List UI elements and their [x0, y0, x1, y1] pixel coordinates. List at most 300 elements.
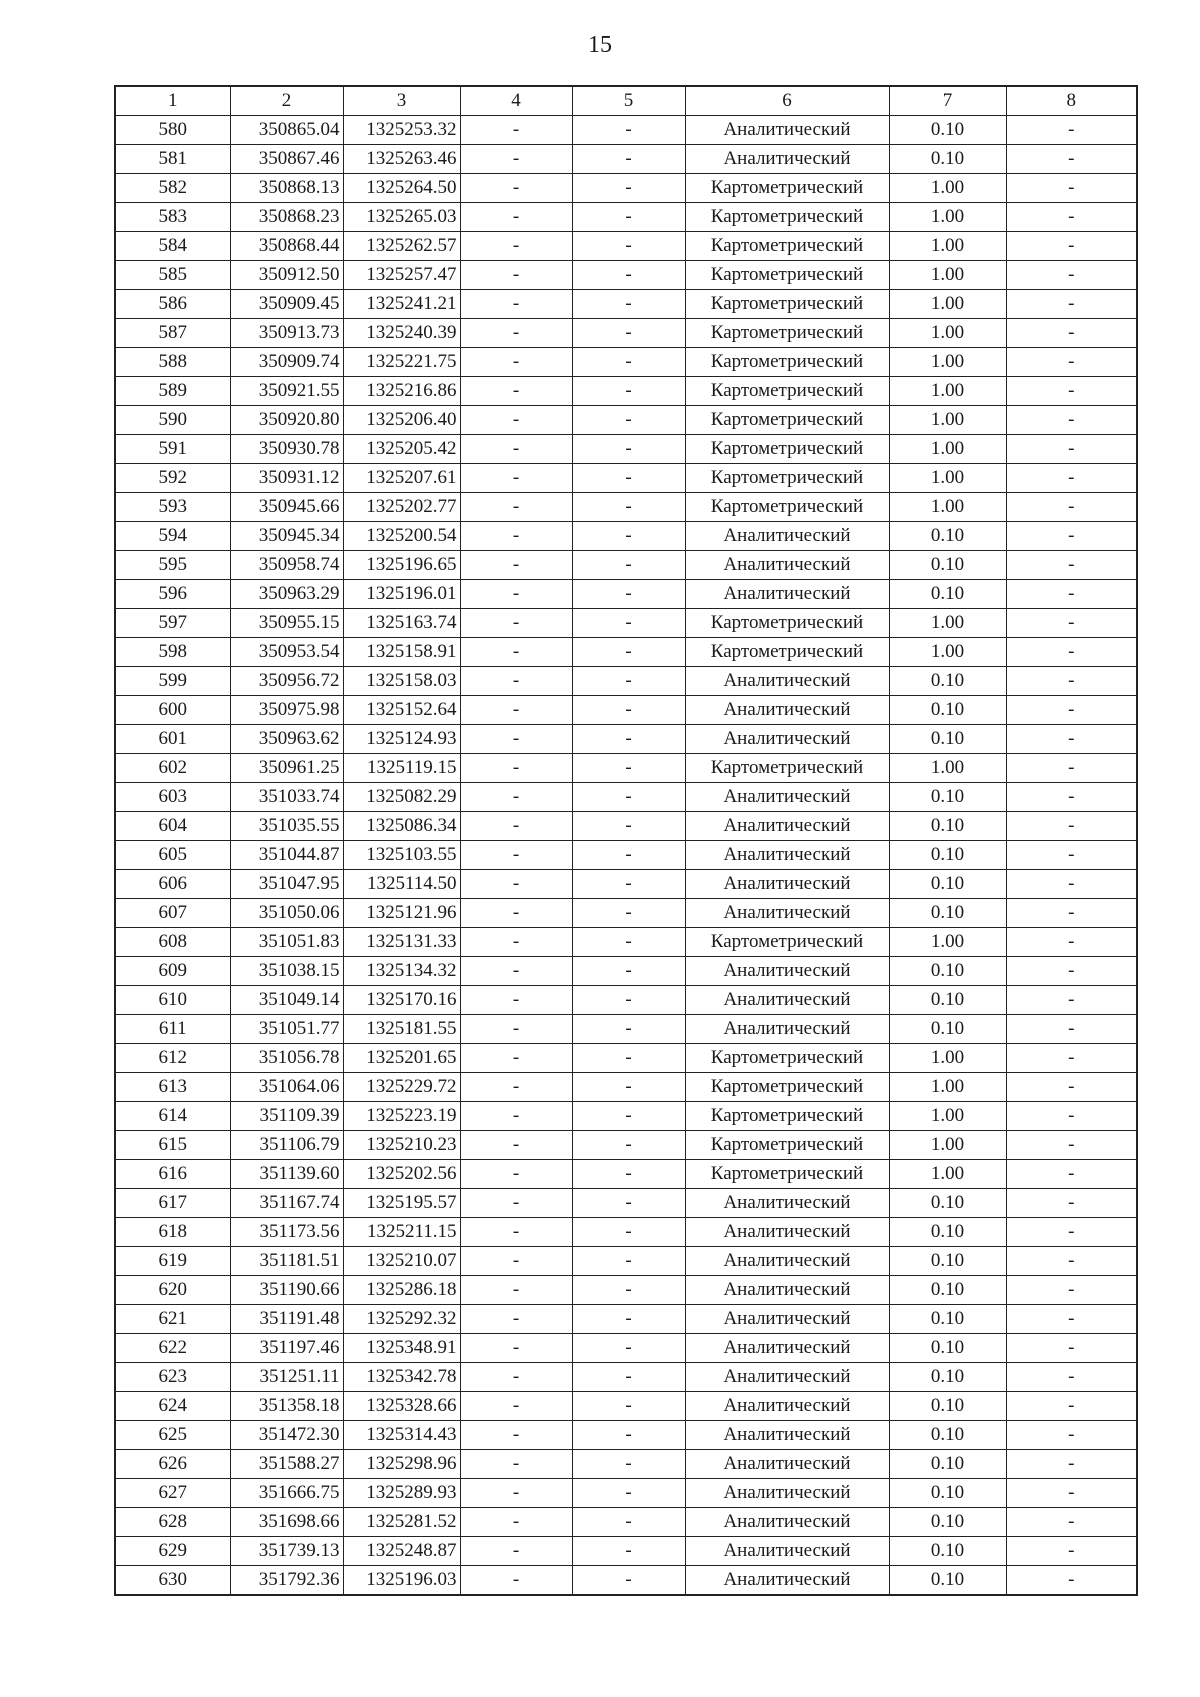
x-coordinate-cell: 351792.36	[230, 1566, 343, 1596]
table-row	[115, 1421, 1137, 1450]
method-cell: Картометрический	[685, 290, 889, 319]
method-cell: Аналитический	[685, 1392, 889, 1421]
col8-cell: -	[1006, 493, 1137, 522]
accuracy-cell: 0.10	[889, 580, 1006, 609]
method-cell: Аналитический	[685, 899, 889, 928]
point-number-cell: 628	[115, 1508, 230, 1537]
col8-cell: -	[1006, 899, 1137, 928]
point-number-cell: 615	[115, 1131, 230, 1160]
y-coordinate-cell: 1325229.72	[343, 1073, 460, 1102]
table-row	[115, 928, 1137, 957]
x-coordinate-cell: 351167.74	[230, 1189, 343, 1218]
table-row	[115, 870, 1137, 899]
y-coordinate-cell: 1325121.96	[343, 899, 460, 928]
accuracy-cell: 0.10	[889, 957, 1006, 986]
method-cell: Картометрический	[685, 493, 889, 522]
y-coordinate-cell: 1325158.03	[343, 667, 460, 696]
col8-cell: -	[1006, 1218, 1137, 1247]
header-row	[115, 86, 1137, 116]
method-cell: Аналитический	[685, 1566, 889, 1596]
y-coordinate-cell: 1325292.32	[343, 1305, 460, 1334]
method-cell: Аналитический	[685, 1479, 889, 1508]
accuracy-cell: 1.00	[889, 406, 1006, 435]
header-cell: 8	[1006, 86, 1137, 116]
col8-cell: -	[1006, 319, 1137, 348]
col4-cell: -	[460, 522, 572, 551]
point-number-cell: 602	[115, 754, 230, 783]
method-cell: Картометрический	[685, 1044, 889, 1073]
y-coordinate-cell: 1325119.15	[343, 754, 460, 783]
x-coordinate-cell: 350953.54	[230, 638, 343, 667]
table-row	[115, 725, 1137, 754]
col5-cell: -	[572, 696, 685, 725]
x-coordinate-cell: 351173.56	[230, 1218, 343, 1247]
accuracy-cell: 0.10	[889, 1189, 1006, 1218]
col5-cell: -	[572, 406, 685, 435]
method-cell: Аналитический	[685, 783, 889, 812]
col5-cell: -	[572, 1305, 685, 1334]
accuracy-cell: 0.10	[889, 1479, 1006, 1508]
table-body	[115, 116, 1137, 1596]
col4-cell: -	[460, 667, 572, 696]
col4-cell: -	[460, 609, 572, 638]
accuracy-cell: 0.10	[889, 696, 1006, 725]
col5-cell: -	[572, 1334, 685, 1363]
accuracy-cell: 1.00	[889, 1102, 1006, 1131]
y-coordinate-cell: 1325202.56	[343, 1160, 460, 1189]
col5-cell: -	[572, 812, 685, 841]
x-coordinate-cell: 351044.87	[230, 841, 343, 870]
col4-cell: -	[460, 725, 572, 754]
x-coordinate-cell: 351050.06	[230, 899, 343, 928]
point-number-cell: 627	[115, 1479, 230, 1508]
point-number-cell: 583	[115, 203, 230, 232]
x-coordinate-cell: 350956.72	[230, 667, 343, 696]
x-coordinate-cell: 351051.83	[230, 928, 343, 957]
table-row	[115, 1363, 1137, 1392]
col5-cell: -	[572, 1218, 685, 1247]
point-number-cell: 629	[115, 1537, 230, 1566]
method-cell: Аналитический	[685, 1189, 889, 1218]
col5-cell: -	[572, 754, 685, 783]
point-number-cell: 589	[115, 377, 230, 406]
col5-cell: -	[572, 870, 685, 899]
y-coordinate-cell: 1325210.23	[343, 1131, 460, 1160]
accuracy-cell: 0.10	[889, 1450, 1006, 1479]
table-row	[115, 377, 1137, 406]
y-coordinate-cell: 1325206.40	[343, 406, 460, 435]
y-coordinate-cell: 1325086.34	[343, 812, 460, 841]
x-coordinate-cell: 350868.23	[230, 203, 343, 232]
col4-cell: -	[460, 841, 572, 870]
table-row	[115, 406, 1137, 435]
point-number-cell: 586	[115, 290, 230, 319]
col5-cell: -	[572, 986, 685, 1015]
accuracy-cell: 0.10	[889, 667, 1006, 696]
x-coordinate-cell: 350868.44	[230, 232, 343, 261]
table-row	[115, 667, 1137, 696]
y-coordinate-cell: 1325170.16	[343, 986, 460, 1015]
col8-cell: -	[1006, 232, 1137, 261]
col5-cell: -	[572, 580, 685, 609]
col5-cell: -	[572, 1073, 685, 1102]
col4-cell: -	[460, 1015, 572, 1044]
col4-cell: -	[460, 928, 572, 957]
col8-cell: -	[1006, 348, 1137, 377]
method-cell: Аналитический	[685, 522, 889, 551]
col4-cell: -	[460, 493, 572, 522]
col5-cell: -	[572, 1537, 685, 1566]
point-number-cell: 626	[115, 1450, 230, 1479]
y-coordinate-cell: 1325262.57	[343, 232, 460, 261]
col5-cell: -	[572, 1044, 685, 1073]
col4-cell: -	[460, 232, 572, 261]
header-cell: 3	[343, 86, 460, 116]
method-cell: Картометрический	[685, 1160, 889, 1189]
col5-cell: -	[572, 928, 685, 957]
col4-cell: -	[460, 290, 572, 319]
col8-cell: -	[1006, 1537, 1137, 1566]
table-row	[115, 986, 1137, 1015]
col4-cell: -	[460, 1479, 572, 1508]
point-number-cell: 587	[115, 319, 230, 348]
col5-cell: -	[572, 464, 685, 493]
point-number-cell: 617	[115, 1189, 230, 1218]
method-cell: Аналитический	[685, 957, 889, 986]
col8-cell: -	[1006, 580, 1137, 609]
table-row	[115, 899, 1137, 928]
col4-cell: -	[460, 1566, 572, 1596]
col4-cell: -	[460, 1073, 572, 1102]
point-number-cell: 601	[115, 725, 230, 754]
x-coordinate-cell: 350945.66	[230, 493, 343, 522]
col8-cell: -	[1006, 551, 1137, 580]
table-row	[115, 116, 1137, 145]
y-coordinate-cell: 1325257.47	[343, 261, 460, 290]
col4-cell: -	[460, 1160, 572, 1189]
method-cell: Картометрический	[685, 319, 889, 348]
y-coordinate-cell: 1325289.93	[343, 1479, 460, 1508]
method-cell: Картометрический	[685, 406, 889, 435]
y-coordinate-cell: 1325200.54	[343, 522, 460, 551]
col4-cell: -	[460, 1363, 572, 1392]
method-cell: Аналитический	[685, 725, 889, 754]
col8-cell: -	[1006, 1044, 1137, 1073]
col4-cell: -	[460, 1421, 572, 1450]
x-coordinate-cell: 350867.46	[230, 145, 343, 174]
table-row	[115, 261, 1137, 290]
method-cell: Аналитический	[685, 870, 889, 899]
table-row	[115, 551, 1137, 580]
accuracy-cell: 1.00	[889, 754, 1006, 783]
col5-cell: -	[572, 725, 685, 754]
col4-cell: -	[460, 261, 572, 290]
col8-cell: -	[1006, 464, 1137, 493]
col8-cell: -	[1006, 406, 1137, 435]
table-row	[115, 638, 1137, 667]
point-number-cell: 605	[115, 841, 230, 870]
col8-cell: -	[1006, 957, 1137, 986]
y-coordinate-cell: 1325131.33	[343, 928, 460, 957]
col4-cell: -	[460, 1450, 572, 1479]
x-coordinate-cell: 351197.46	[230, 1334, 343, 1363]
accuracy-cell: 1.00	[889, 174, 1006, 203]
col5-cell: -	[572, 667, 685, 696]
point-number-cell: 612	[115, 1044, 230, 1073]
col4-cell: -	[460, 1218, 572, 1247]
method-cell: Картометрический	[685, 754, 889, 783]
accuracy-cell: 0.10	[889, 1334, 1006, 1363]
table-row	[115, 1276, 1137, 1305]
point-number-cell: 630	[115, 1566, 230, 1596]
col8-cell: -	[1006, 754, 1137, 783]
page-number: 15	[588, 32, 612, 58]
col5-cell: -	[572, 522, 685, 551]
method-cell: Аналитический	[685, 1334, 889, 1363]
table-row	[115, 464, 1137, 493]
col4-cell: -	[460, 464, 572, 493]
accuracy-cell: 1.00	[889, 319, 1006, 348]
col4-cell: -	[460, 174, 572, 203]
point-number-cell: 599	[115, 667, 230, 696]
accuracy-cell: 1.00	[889, 377, 1006, 406]
y-coordinate-cell: 1325241.21	[343, 290, 460, 319]
col5-cell: -	[572, 261, 685, 290]
col8-cell: -	[1006, 783, 1137, 812]
x-coordinate-cell: 351064.06	[230, 1073, 343, 1102]
x-coordinate-cell: 351472.30	[230, 1421, 343, 1450]
x-coordinate-cell: 351106.79	[230, 1131, 343, 1160]
x-coordinate-cell: 350963.29	[230, 580, 343, 609]
x-coordinate-cell: 350921.55	[230, 377, 343, 406]
point-number-cell: 590	[115, 406, 230, 435]
point-number-cell: 623	[115, 1363, 230, 1392]
method-cell: Картометрический	[685, 609, 889, 638]
method-cell: Аналитический	[685, 1247, 889, 1276]
accuracy-cell: 1.00	[889, 638, 1006, 667]
col8-cell: -	[1006, 1479, 1137, 1508]
col8-cell: -	[1006, 696, 1137, 725]
point-number-cell: 622	[115, 1334, 230, 1363]
y-coordinate-cell: 1325207.61	[343, 464, 460, 493]
method-cell: Аналитический	[685, 551, 889, 580]
col8-cell: -	[1006, 1247, 1137, 1276]
col5-cell: -	[572, 1160, 685, 1189]
col8-cell: -	[1006, 1334, 1137, 1363]
col8-cell: -	[1006, 290, 1137, 319]
table-row	[115, 1247, 1137, 1276]
point-number-cell: 619	[115, 1247, 230, 1276]
col4-cell: -	[460, 319, 572, 348]
accuracy-cell: 0.10	[889, 145, 1006, 174]
x-coordinate-cell: 351109.39	[230, 1102, 343, 1131]
col4-cell: -	[460, 957, 572, 986]
col8-cell: -	[1006, 986, 1137, 1015]
accuracy-cell: 1.00	[889, 1131, 1006, 1160]
col4-cell: -	[460, 116, 572, 145]
col4-cell: -	[460, 1305, 572, 1334]
col5-cell: -	[572, 1189, 685, 1218]
point-number-cell: 604	[115, 812, 230, 841]
x-coordinate-cell: 350961.25	[230, 754, 343, 783]
table-row	[115, 1566, 1137, 1596]
table-row	[115, 1102, 1137, 1131]
accuracy-cell: 0.10	[889, 899, 1006, 928]
method-cell: Картометрический	[685, 1131, 889, 1160]
y-coordinate-cell: 1325114.50	[343, 870, 460, 899]
x-coordinate-cell: 350975.98	[230, 696, 343, 725]
y-coordinate-cell: 1325124.93	[343, 725, 460, 754]
col8-cell: -	[1006, 725, 1137, 754]
col4-cell: -	[460, 1334, 572, 1363]
col5-cell: -	[572, 1566, 685, 1596]
accuracy-cell: 1.00	[889, 232, 1006, 261]
table-row	[115, 232, 1137, 261]
method-cell: Аналитический	[685, 1508, 889, 1537]
col4-cell: -	[460, 1247, 572, 1276]
point-number-cell: 592	[115, 464, 230, 493]
accuracy-cell: 1.00	[889, 928, 1006, 957]
accuracy-cell: 0.10	[889, 1276, 1006, 1305]
table-row	[115, 319, 1137, 348]
col8-cell: -	[1006, 1160, 1137, 1189]
point-number-cell: 596	[115, 580, 230, 609]
col5-cell: -	[572, 377, 685, 406]
col4-cell: -	[460, 1131, 572, 1160]
y-coordinate-cell: 1325195.57	[343, 1189, 460, 1218]
table-row	[115, 1160, 1137, 1189]
col4-cell: -	[460, 1189, 572, 1218]
method-cell: Аналитический	[685, 1218, 889, 1247]
point-number-cell: 588	[115, 348, 230, 377]
x-coordinate-cell: 350909.74	[230, 348, 343, 377]
table-row	[115, 1073, 1137, 1102]
x-coordinate-cell: 351035.55	[230, 812, 343, 841]
method-cell: Аналитический	[685, 986, 889, 1015]
col4-cell: -	[460, 1276, 572, 1305]
table-row	[115, 1015, 1137, 1044]
col4-cell: -	[460, 435, 572, 464]
point-number-cell: 582	[115, 174, 230, 203]
col4-cell: -	[460, 580, 572, 609]
table-row	[115, 290, 1137, 319]
x-coordinate-cell: 350930.78	[230, 435, 343, 464]
method-cell: Аналитический	[685, 1363, 889, 1392]
method-cell: Картометрический	[685, 232, 889, 261]
point-number-cell: 593	[115, 493, 230, 522]
col5-cell: -	[572, 1450, 685, 1479]
accuracy-cell: 0.10	[889, 1537, 1006, 1566]
y-coordinate-cell: 1325348.91	[343, 1334, 460, 1363]
col4-cell: -	[460, 1537, 572, 1566]
x-coordinate-cell: 350868.13	[230, 174, 343, 203]
header-cell: 2	[230, 86, 343, 116]
table-row	[115, 493, 1137, 522]
point-number-cell: 591	[115, 435, 230, 464]
accuracy-cell: 0.10	[889, 841, 1006, 870]
point-number-cell: 607	[115, 899, 230, 928]
point-number-cell: 620	[115, 1276, 230, 1305]
col8-cell: -	[1006, 1392, 1137, 1421]
method-cell: Картометрический	[685, 203, 889, 232]
col5-cell: -	[572, 1508, 685, 1537]
point-number-cell: 611	[115, 1015, 230, 1044]
table-row	[115, 1218, 1137, 1247]
y-coordinate-cell: 1325196.03	[343, 1566, 460, 1596]
x-coordinate-cell: 350913.73	[230, 319, 343, 348]
col5-cell: -	[572, 319, 685, 348]
point-number-cell: 624	[115, 1392, 230, 1421]
point-number-cell: 598	[115, 638, 230, 667]
col5-cell: -	[572, 1247, 685, 1276]
col8-cell: -	[1006, 1566, 1137, 1596]
col5-cell: -	[572, 957, 685, 986]
point-number-cell: 584	[115, 232, 230, 261]
col8-cell: -	[1006, 174, 1137, 203]
col5-cell: -	[572, 203, 685, 232]
point-number-cell: 595	[115, 551, 230, 580]
col4-cell: -	[460, 812, 572, 841]
col8-cell: -	[1006, 261, 1137, 290]
accuracy-cell: 1.00	[889, 348, 1006, 377]
col5-cell: -	[572, 551, 685, 580]
col5-cell: -	[572, 174, 685, 203]
table-row	[115, 696, 1137, 725]
x-coordinate-cell: 351190.66	[230, 1276, 343, 1305]
x-coordinate-cell: 351139.60	[230, 1160, 343, 1189]
x-coordinate-cell: 350909.45	[230, 290, 343, 319]
method-cell: Картометрический	[685, 174, 889, 203]
method-cell: Аналитический	[685, 1421, 889, 1450]
accuracy-cell: 0.10	[889, 1508, 1006, 1537]
col5-cell: -	[572, 145, 685, 174]
table-row	[115, 957, 1137, 986]
table-row	[115, 754, 1137, 783]
point-number-cell: 603	[115, 783, 230, 812]
method-cell: Аналитический	[685, 1450, 889, 1479]
accuracy-cell: 1.00	[889, 609, 1006, 638]
y-coordinate-cell: 1325342.78	[343, 1363, 460, 1392]
col8-cell: -	[1006, 1305, 1137, 1334]
col5-cell: -	[572, 1276, 685, 1305]
col8-cell: -	[1006, 1015, 1137, 1044]
accuracy-cell: 1.00	[889, 1044, 1006, 1073]
y-coordinate-cell: 1325221.75	[343, 348, 460, 377]
accuracy-cell: 0.10	[889, 1305, 1006, 1334]
method-cell: Картометрический	[685, 377, 889, 406]
col5-cell: -	[572, 1421, 685, 1450]
col8-cell: -	[1006, 1276, 1137, 1305]
method-cell: Аналитический	[685, 145, 889, 174]
header-cell: 5	[572, 86, 685, 116]
col5-cell: -	[572, 232, 685, 261]
x-coordinate-cell: 351047.95	[230, 870, 343, 899]
x-coordinate-cell: 351191.48	[230, 1305, 343, 1334]
accuracy-cell: 1.00	[889, 1073, 1006, 1102]
y-coordinate-cell: 1325240.39	[343, 319, 460, 348]
y-coordinate-cell: 1325196.65	[343, 551, 460, 580]
table-row	[115, 1044, 1137, 1073]
x-coordinate-cell: 351033.74	[230, 783, 343, 812]
y-coordinate-cell: 1325253.32	[343, 116, 460, 145]
y-coordinate-cell: 1325210.07	[343, 1247, 460, 1276]
accuracy-cell: 1.00	[889, 435, 1006, 464]
x-coordinate-cell: 350963.62	[230, 725, 343, 754]
col8-cell: -	[1006, 667, 1137, 696]
col8-cell: -	[1006, 522, 1137, 551]
col4-cell: -	[460, 203, 572, 232]
col4-cell: -	[460, 986, 572, 1015]
